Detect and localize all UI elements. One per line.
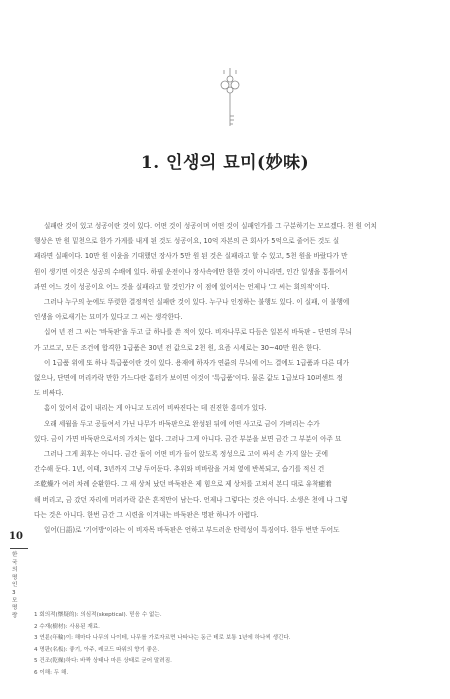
key-ornament-icon: [218, 68, 242, 130]
running-head: 한국의 명인 3모 명랑: [12, 552, 18, 619]
paragraph-line: 과연 어느 것이 성공이요 어느 것을 실패라고 할 것인가? 이 점에 있어서는 언제나 '그 씨는 회의적'이다.: [34, 282, 330, 291]
footnotes: [34, 610, 414, 680]
paragraph-line: 이 1급품 위에 또 하나 특급품이란 것이 있다. 용재에 하자가 연륜의 무늬에 어느 결에도 1급품과 다른 데가: [44, 358, 350, 367]
paragraph-line: 조乾燥가 여러 차례 순환한다. 그 새 상처 났던 바둑판은 제 힘으로 제 상처를 고쳐서 본디 대로 유착癒着: [34, 480, 332, 489]
paragraph-line: 다는 것은 아니다. 한번 금간 그 시련을 이겨내는 바둑판은 명판 하나가 아렵다.: [34, 510, 259, 519]
paragraph-line: 간수해 둔다. 1년, 이태, 3년까지 그냥 두어둔다. 추위와 비바람을 거쳐 옆에 반복되고, 습기를 적신 건: [34, 465, 325, 474]
footnote: 5 건조(乾燥)하다: 바짝 상태나 마른 상태로 굳어 말려짐.: [34, 658, 172, 665]
paragraph-line: 행상은 만 원 밑천으로 한가 가게를 내게 된 것도 성공이요, 10억 자본의 큰 회사가 5억으로 줄어든 것도 실: [34, 237, 340, 246]
paragraph-line: 도 비싸다.: [34, 389, 64, 398]
page-title: 1. 인생의 묘미(妙味): [140, 153, 310, 173]
paragraph-line: 일어(日語)로 '기어방'이라는 이 비자목 바둑판은 언하고 부드러운 탄력성이 특징이다. 한두 번만 두어도: [44, 526, 340, 535]
paragraph-line: 그러나 그게 최후는 아니다. 금간 돌이 어떤 비가 들어 앉도록 정성으로 고이 싸서 손 가지 않는 곳에: [44, 450, 329, 459]
footnote: 3 연륜(年輪)이: 해마다 나무의 나이테, 나무를 가로자르면 나타나는 동근 테로 보통 1년에 하나씩 생긴다.: [34, 635, 291, 642]
paragraph-line: 패라면 실패이다. 10만 원 이윤을 기대했던 장사가 5만 원 된 것은 실패라고 할 수 있고, 5천 원을 바랐다가 만: [34, 252, 348, 261]
paragraph-line: 실패란 것이 있고 성공이란 것이 있다. 어떤 것이 성공이며 어떤 것이 실패인가를 그 구분하기는 모르겠다. 천 원 어치: [44, 222, 377, 230]
paragraph-line: 십여 년 전 그 씨는 '바둑판'을 두고 글 하나를 쓴 적이 있다. 비자나무로 다듬은 일본식 바둑판 – 단면의 무늬: [44, 328, 352, 337]
paragraph-line: 흠이 있어서 값이 내리는 게 아니고 도리어 비싸진다는 데 진진한 흥미가 있다.: [44, 404, 267, 413]
paragraph-line: 인생을 아로새기는 묘미가 있다고 그 씨는 생각한다.: [34, 313, 183, 322]
paragraph-line: 없으나, 단면에 머리카락 만한 가느다란 흠터가 보이면 이것이 '특급품'이다. 물론 값도 1급보다 10퍼센트 정: [34, 374, 343, 383]
footnote: 4 명판(名板): 좋기, 아주, 레코드 따위의 향기 좋은.: [34, 646, 160, 653]
footnote: 6 이해: 두 해.: [34, 669, 69, 676]
margin-rule: [10, 548, 28, 549]
paragraph-line: 그러나 누구의 눈에도 뚜렷한 결정적인 실패란 것이 있다. 누구나 인정하는 불행도 있다. 이 실패, 이 불행에: [44, 298, 350, 307]
paragraph-line: 가 고르고, 모든 조건에 합격한 1급품은 30년 전 값으로 2천 원, 요즘 시세로는 30~40만 원은 한다.: [34, 343, 322, 352]
page-number: 10: [9, 531, 23, 542]
paragraph-line: 원이 생기면 이것은 성공의 수배에 있다. 하필 운전이나 장사속에만 한한 것이 아니라면, 인간 일생을 통틀어서: [34, 267, 348, 276]
footnote: 1 회의적(懷疑的): 의심적(skeptical). 믿음 수 없는.: [34, 612, 162, 618]
paragraph-line: 해 버리고, 금 갔던 자리에 머리카락 같은 흔적만이 남는다. 언제나 그렇다는 것은 아니다. 소생은 천에 나 그렇: [34, 495, 348, 504]
paragraph-line: 오래 세월을 두고 공들여서 가닌 나무가 바둑판으로 완성된 뒤에 어떤 사고로 금이 가버리는 수가: [44, 419, 320, 428]
body-text: [34, 219, 434, 538]
paragraph-line: 있다. 금이 가면 바둑판으로서의 가치는 없다. 그러나 그게 아니다. 금간 부분을 보면 금간 그 부분이 아주 묘: [34, 434, 342, 443]
footnote: 2 수재(樹材): 사용된 재료.: [34, 623, 100, 630]
